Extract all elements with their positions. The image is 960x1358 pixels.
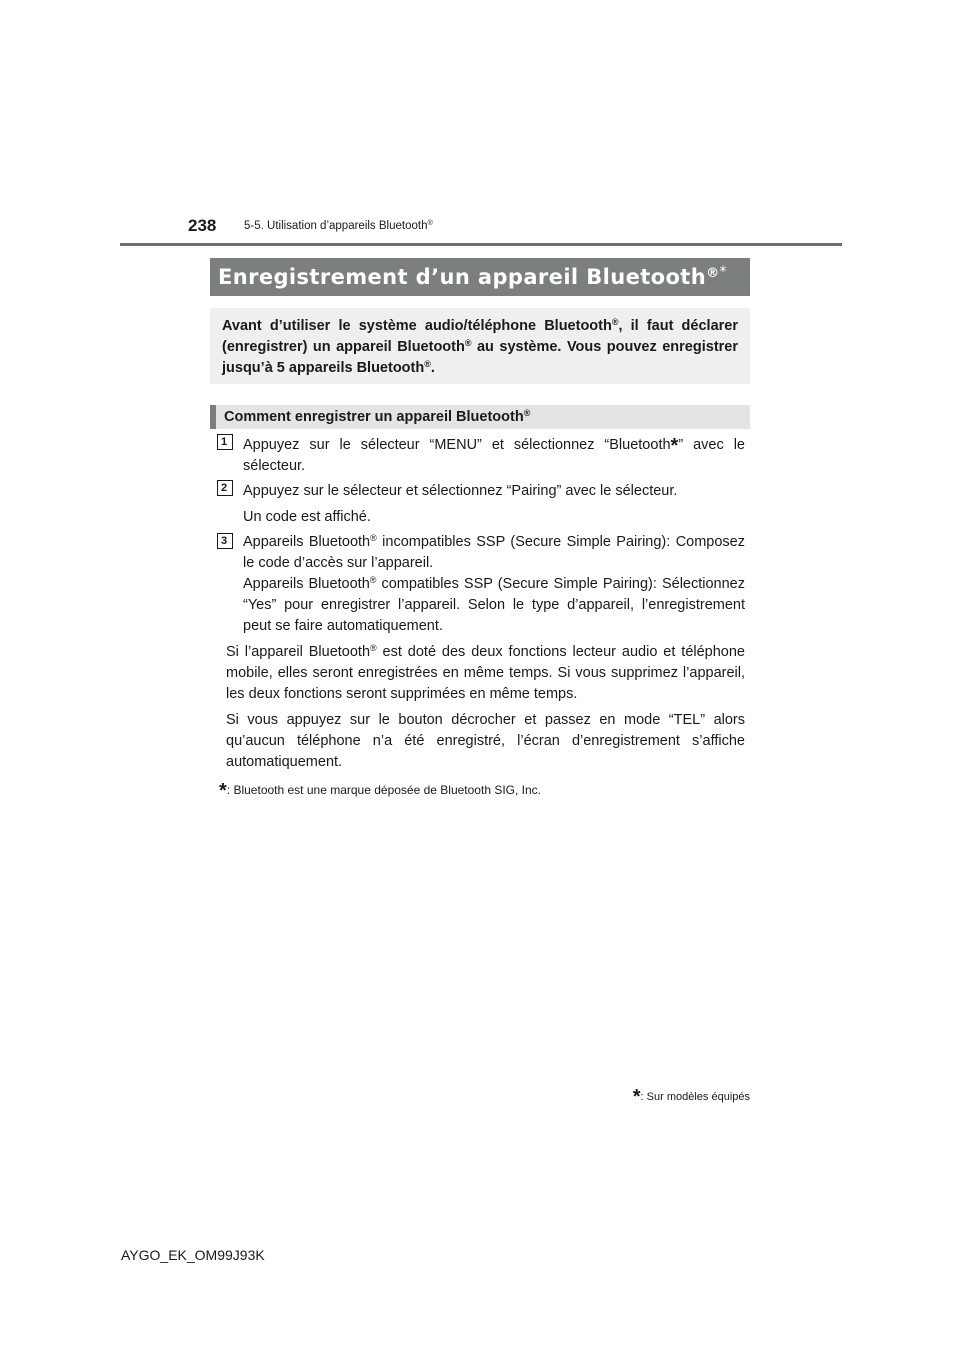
footnote-star-icon: *	[219, 780, 227, 802]
step-text: Appuyez sur le sélecteur “MENU” et sélectionnez “Bluetooth	[243, 437, 671, 453]
registered-mark: ®	[369, 575, 377, 586]
page-title	[210, 258, 750, 296]
registered-mark: ®	[424, 359, 431, 370]
step-text: compatibles SSP (Secure Simple Pairing): Sélectionnez “Yes” pour enregistrer l’appareil. Selon le type d’appareil, l’enregistrement peut se faire automatiquement.	[243, 576, 745, 634]
registered-mark: ®	[427, 219, 433, 228]
paragraph-text: est doté des deux fonctions lecteur audio et téléphone mobile, elles seront enregistrées en même temps. Si vous supprimez l’appareil, les deux fonctions seront supprimées en même temps.	[226, 644, 745, 702]
footnote-star-icon: *	[670, 435, 679, 457]
step-3-text-a	[243, 532, 745, 574]
footnote-text: : Bluetooth est une marque déposée de Bluetooth SIG, Inc.	[226, 783, 542, 797]
paragraph-tel-mode: Si vous appuyez sur le bouton décrocher et passez en mode “TEL” alors qu’aucun téléphone n’a été enregistré, l’écran d’enregistrement s’affiche automatiquement.	[226, 712, 745, 770]
subsection-header	[210, 405, 750, 429]
registered-mark: ®	[370, 643, 377, 654]
intro-text: , il faut déclarer (enregistrer) un appareil Bluetooth	[222, 318, 738, 355]
step-text: Appareils Bluetooth	[243, 576, 370, 592]
step-3-text-b	[243, 574, 745, 637]
document-code: AYGO_EK_OM99J93K	[121, 1247, 265, 1263]
intro-text: Avant d’utiliser le système audio/téléphone Bluetooth	[222, 318, 612, 334]
step-2-text: Appuyez sur le sélecteur et sélectionnez “Pairing” avec le sélecteur.	[243, 483, 678, 499]
page-title-text: Enregistrement d’un appareil Bluetooth	[218, 265, 707, 289]
registered-mark: ®	[370, 533, 377, 544]
registered-mark: ®	[611, 317, 619, 328]
step-number-1: 1	[217, 434, 233, 450]
subsection-title: Comment enregistrer un appareil Bluetooth	[224, 409, 524, 425]
step-text: incompatibles SSP (Secure Simple Pairing): Composez le code d’accès sur l’appareil.	[243, 534, 746, 571]
registered-mark: ®	[464, 338, 472, 349]
section-label	[244, 220, 433, 232]
step-1-text	[243, 433, 745, 477]
footnote-star-icon: *	[632, 1086, 641, 1108]
step-text: Appareils Bluetooth	[243, 534, 371, 550]
intro-text: .	[430, 360, 435, 376]
equipment-star-icon: *	[719, 264, 727, 280]
intro-box	[210, 308, 750, 384]
equipped-footnote	[633, 1083, 750, 1106]
header-rule	[120, 243, 842, 246]
footnote-text: : Sur modèles équipés	[640, 1091, 750, 1103]
step-text: ” avec le sélecteur.	[243, 437, 745, 474]
paragraph-text: Si l’appareil Bluetooth	[226, 644, 371, 660]
step-number-2: 2	[217, 480, 233, 496]
registered-mark: ®	[523, 408, 531, 419]
section-label-text: 5-5. Utilisation d’appareils Bluetooth	[244, 220, 428, 232]
trademark-footnote	[219, 777, 541, 800]
registered-mark: ®	[706, 265, 720, 281]
page-number: 238	[188, 216, 217, 235]
intro-text: au système. Vous pouvez enregistrer jusqu’à 5 appareils Bluetooth	[222, 339, 738, 376]
paragraph-devices	[226, 642, 745, 705]
step-number-3: 3	[217, 533, 233, 549]
step-2-note: Un code est affiché.	[243, 509, 371, 525]
